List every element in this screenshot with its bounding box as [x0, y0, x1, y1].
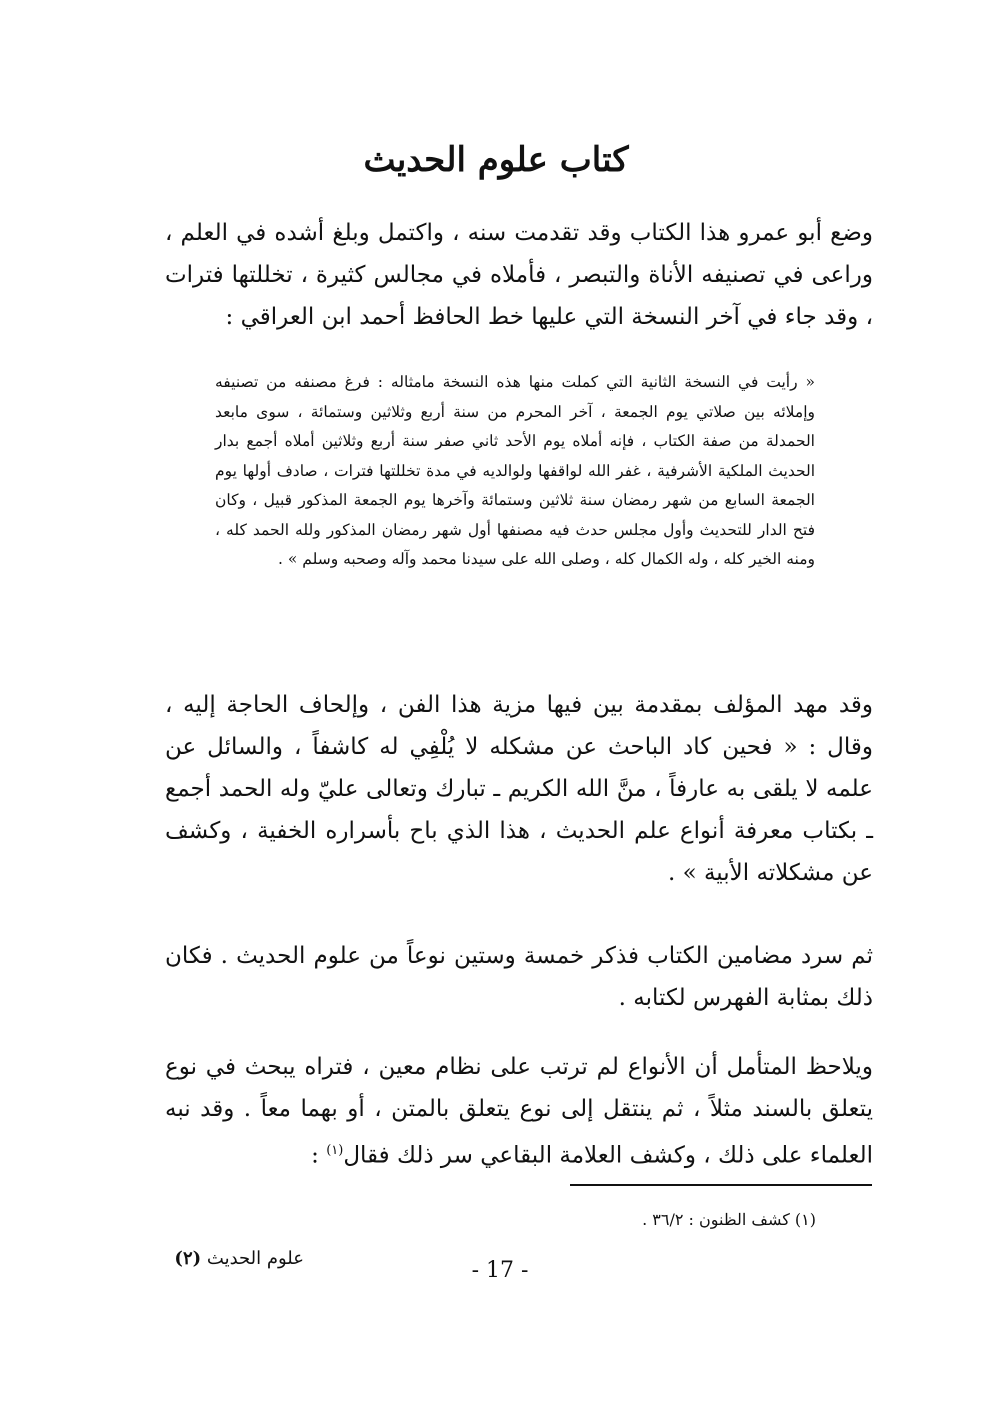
footnote-marker: (١) [326, 1143, 344, 1158]
running-footer [140, 1248, 304, 1269]
intro-paragraph: وضع أبو عمرو هذا الكتاب وقد تقدمت سنه ، واكتمل وبلغ أشده في العلم ، وراعى في تصنيفه الأناة والتبصر ، فأملاه في مجالس كثيرة ، تخللتها فترات ، وقد جاء في آخر النسخة التي عليها خط الحافظ أحمد ابن العراقي : [165, 220, 873, 330]
page-number: - 17 - [471, 1258, 529, 1283]
observation-text: ويلاحظ المتأمل أن الأنواع لم ترتب على نظام معين ، فتراه يبحث في نوع يتعلق بالسند مثلاً ، ثم ينتقل إلى نوع يتعلق بالمتن ، أو بهما معاً . وقد نبه العلماء على ذلك ، وكشف العلامة البقاعي سر ذلك فقال [165, 1054, 873, 1169]
quoted-note-text: « رأيت في النسخة الثانية التي كملت منها هذه النسخة مامثاله : فرغ مصنفه من تصنيفه وإملائه بين صلاتي يوم الجمعة ، آخر المحرم من سنة أربع وثلاثين وستمائة ، سوى مابعد الحمدلة من صفة الكتاب ، فإنه أملاه يوم الأحد ثاني صفر سنة أربع وثلاثين أملاه أجمع بدار الحديث الملكية الأشرفية ، غفر الله لواقفها ولوالديه في مدة تخللتها فترات ، صادف أولها يوم الجمعة السابع من شهر رمضان سنة ثلاثين وستمائة وآخرها يوم الجمعة المذكور قبيل ، وكان فتح الدار للتحديث وأول مجلس حدث فيه مصنفها أول شهر رمضان المذكور ولله الحمد كله ، ومنه الخير كله ، وله الكمال كله ، وصلى الله على سيدنا محمد وآله وصحبه وسلم » . [215, 373, 815, 568]
observation-paragraph [165, 1046, 873, 1177]
page-title: كتاب علوم الحديث [363, 140, 629, 180]
running-title: علوم الحديث [206, 1248, 304, 1269]
contents-paragraph: ثم سرد مضامين الكتاب فذكر خمسة وستين نوعاً من علوم الحديث . فكان ذلك بمثابة الفهرس لكتابه . [165, 943, 873, 1011]
footnote-divider [570, 1184, 872, 1186]
footnote: (١) كشف الظنون : ٣٦/٢ . [642, 1210, 816, 1229]
introduction-paragraph: وقد مهد المؤلف بمقدمة بين فيها مزية هذا الفن ، وإلحاف الحاجة إليه ، وقال : « فحين كاد الباحث عن مشكله لا يُلْفِي له كاشفاً ، والسائل عن علمه لا يلقى به عارفاً ، منَّ الله الكريم ـ تبارك وتعالى عليّ وله الحمد أجمع ـ بكتاب معرفة أنواع علم الحديث ، هذا الذي باح بأسراره الخفية ، وكشف عن مشكلاته الأبية » . [165, 692, 873, 886]
running-number: (٢) [174, 1248, 202, 1269]
quoted-note [215, 368, 815, 575]
observation-end: : [311, 1142, 327, 1169]
